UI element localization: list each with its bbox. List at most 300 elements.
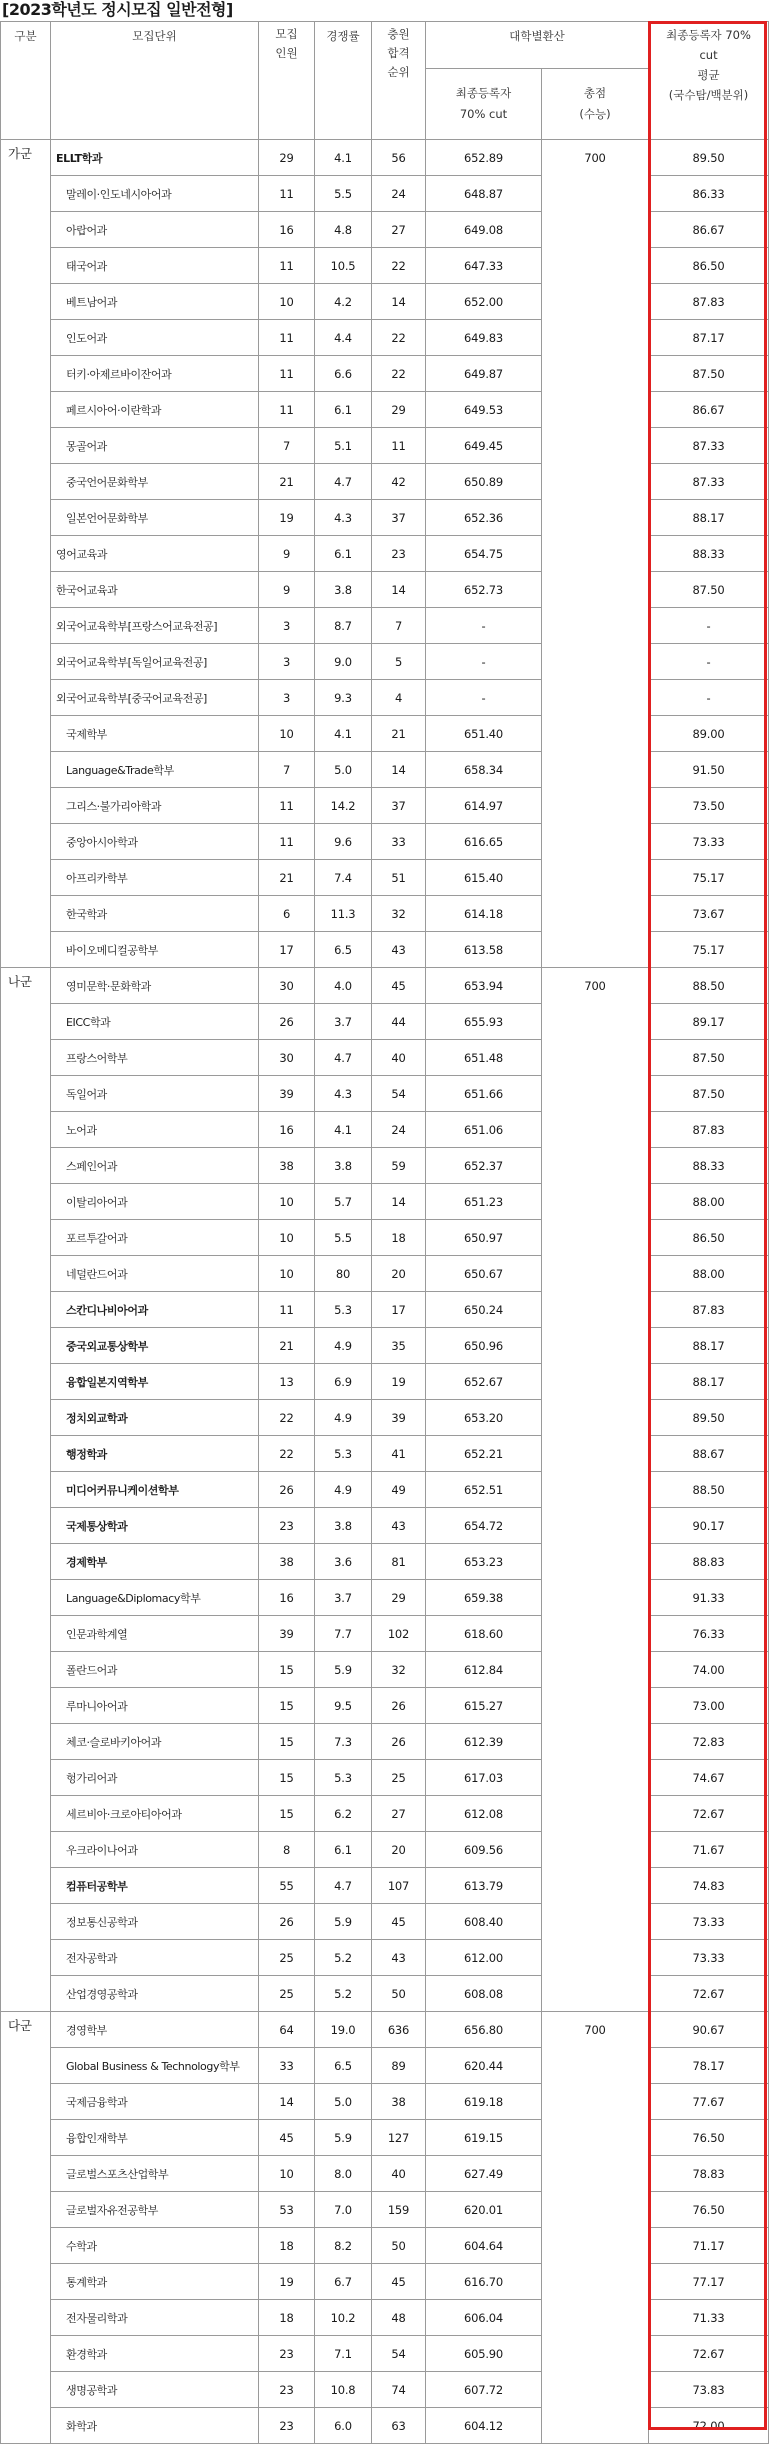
header-competition: 경쟁률 [315, 22, 372, 140]
unit-name: 화학과 [51, 2408, 259, 2444]
quota-value: 3 [259, 680, 315, 716]
final-avg-value: - [649, 644, 769, 680]
cut70-value: 651.48 [426, 1040, 542, 1076]
waitlist-rank-value: 14 [372, 752, 426, 788]
unit-name: 생명공학과 [51, 2372, 259, 2408]
competition-value: 4.7 [315, 1040, 372, 1076]
final-avg-value: 77.17 [649, 2264, 769, 2300]
final-avg-value: 88.50 [649, 968, 769, 1004]
final-avg-value: 86.67 [649, 212, 769, 248]
quota-value: 15 [259, 1652, 315, 1688]
final-avg-value: 88.17 [649, 1328, 769, 1364]
quota-value: 11 [259, 356, 315, 392]
cut70-value: 612.00 [426, 1940, 542, 1976]
cut70-value: 649.08 [426, 212, 542, 248]
competition-value: 6.2 [315, 1796, 372, 1832]
table-row [1, 392, 769, 428]
final-avg-value: 86.67 [649, 392, 769, 428]
cut70-value: 655.93 [426, 1004, 542, 1040]
quota-value: 19 [259, 500, 315, 536]
table-row [1, 1904, 769, 1940]
final-avg-value: 89.50 [649, 1400, 769, 1436]
group-label: 나군 [1, 968, 51, 2012]
cut70-value: 613.58 [426, 932, 542, 968]
quota-value: 16 [259, 1112, 315, 1148]
table-row [1, 1508, 769, 1544]
waitlist-rank-value: 59 [372, 1148, 426, 1184]
table-row [1, 1724, 769, 1760]
final-avg-value: 71.17 [649, 2228, 769, 2264]
final-avg-value: 87.33 [649, 464, 769, 500]
table-row [1, 788, 769, 824]
unit-name: 외국어교육학부[독일어교육전공] [51, 644, 259, 680]
cut70-value: 650.89 [426, 464, 542, 500]
competition-value: 5.1 [315, 428, 372, 464]
cut70-value: 627.49 [426, 2156, 542, 2192]
final-avg-value: 87.50 [649, 1076, 769, 1112]
quota-value: 30 [259, 968, 315, 1004]
table-row [1, 2120, 769, 2156]
quota-value: 18 [259, 2228, 315, 2264]
final-avg-value: 75.17 [649, 932, 769, 968]
waitlist-rank-value: 89 [372, 2048, 426, 2084]
table-row [1, 2048, 769, 2084]
table-row [1, 536, 769, 572]
quota-value: 23 [259, 2372, 315, 2408]
final-avg-value: 87.83 [649, 1292, 769, 1328]
waitlist-rank-value: 43 [372, 932, 426, 968]
total-score-value: 700 [542, 2012, 649, 2444]
competition-value: 5.3 [315, 1436, 372, 1472]
waitlist-rank-value: 22 [372, 356, 426, 392]
competition-value: 5.7 [315, 1184, 372, 1220]
quota-value: 9 [259, 572, 315, 608]
unit-name: 아프리카학부 [51, 860, 259, 896]
final-avg-value: 74.83 [649, 1868, 769, 1904]
unit-name: Language&Diplomacy학부 [51, 1580, 259, 1616]
final-avg-value: 88.17 [649, 500, 769, 536]
unit-name: 이탈리아어과 [51, 1184, 259, 1220]
unit-name: 전자공학과 [51, 1940, 259, 1976]
table-row [1, 1868, 769, 1904]
competition-value: 3.8 [315, 1508, 372, 1544]
final-avg-value: 90.17 [649, 1508, 769, 1544]
cut70-value: 654.75 [426, 536, 542, 572]
table-row [1, 752, 769, 788]
table-row [1, 2300, 769, 2336]
table-row [1, 320, 769, 356]
quota-value: 39 [259, 1616, 315, 1652]
unit-name: 영미문학·문화학과 [51, 968, 259, 1004]
waitlist-rank-value: 107 [372, 1868, 426, 1904]
competition-value: 6.7 [315, 2264, 372, 2300]
table-row [1, 824, 769, 860]
unit-name: 터키·아제르바이잔어과 [51, 356, 259, 392]
waitlist-rank-value: 25 [372, 1760, 426, 1796]
competition-value: 3.7 [315, 1004, 372, 1040]
unit-name: 몽골어과 [51, 428, 259, 464]
cut70-value: 650.24 [426, 1292, 542, 1328]
table-row [1, 1796, 769, 1832]
waitlist-rank-value: 102 [372, 1616, 426, 1652]
waitlist-rank-value: 20 [372, 1832, 426, 1868]
waitlist-rank-value: 159 [372, 2192, 426, 2228]
cut70-value: 649.83 [426, 320, 542, 356]
waitlist-rank-value: 50 [372, 1976, 426, 2012]
competition-value: 4.2 [315, 284, 372, 320]
unit-name: 우크라이나어과 [51, 1832, 259, 1868]
final-avg-value: 86.33 [649, 176, 769, 212]
unit-name: 세르비아·크로아티아어과 [51, 1796, 259, 1832]
final-avg-value: 87.50 [649, 1040, 769, 1076]
unit-name: Global Business & Technology학부 [51, 2048, 259, 2084]
table-row [1, 1184, 769, 1220]
quota-value: 6 [259, 896, 315, 932]
quota-value: 16 [259, 212, 315, 248]
unit-name: 포르투갈어과 [51, 1220, 259, 1256]
unit-name: 중국외교통상학부 [51, 1328, 259, 1364]
final-avg-value: 76.50 [649, 2192, 769, 2228]
unit-name: 경영학부 [51, 2012, 259, 2048]
unit-name: 중국언어문화학부 [51, 464, 259, 500]
final-avg-value: 89.00 [649, 716, 769, 752]
waitlist-rank-value: 50 [372, 2228, 426, 2264]
quota-value: 14 [259, 2084, 315, 2120]
waitlist-rank-value: 11 [372, 428, 426, 464]
table-row [1, 176, 769, 212]
waitlist-rank-value: 5 [372, 644, 426, 680]
quota-value: 15 [259, 1724, 315, 1760]
final-avg-value: 86.50 [649, 248, 769, 284]
competition-value: 5.9 [315, 2120, 372, 2156]
quota-value: 8 [259, 1832, 315, 1868]
waitlist-rank-value: 26 [372, 1688, 426, 1724]
table-row [1, 2156, 769, 2192]
cut70-value: - [426, 680, 542, 716]
admissions-table [0, 21, 769, 2444]
waitlist-rank-value: 37 [372, 500, 426, 536]
cut70-value: 652.73 [426, 572, 542, 608]
table-row [1, 572, 769, 608]
header-waitlist: 충원 합격 순위 [372, 22, 426, 140]
table-row [1, 1220, 769, 1256]
quota-value: 15 [259, 1760, 315, 1796]
competition-value: 4.7 [315, 464, 372, 500]
unit-name: 국제통상학과 [51, 1508, 259, 1544]
cut70-value: 649.53 [426, 392, 542, 428]
competition-value: 6.6 [315, 356, 372, 392]
competition-value: 4.1 [315, 140, 372, 176]
unit-name: ELLT학과 [51, 140, 259, 176]
final-avg-value: 72.67 [649, 1976, 769, 2012]
quota-value: 19 [259, 2264, 315, 2300]
cut70-value: 651.23 [426, 1184, 542, 1220]
waitlist-rank-value: 54 [372, 2336, 426, 2372]
unit-name: 중앙아시아학과 [51, 824, 259, 860]
unit-name: 통계학과 [51, 2264, 259, 2300]
competition-value: 6.5 [315, 932, 372, 968]
cut70-value: 651.66 [426, 1076, 542, 1112]
quota-value: 15 [259, 1796, 315, 1832]
waitlist-rank-value: 38 [372, 2084, 426, 2120]
cut70-value: 653.20 [426, 1400, 542, 1436]
table-row [1, 1580, 769, 1616]
cut70-value: 653.23 [426, 1544, 542, 1580]
competition-value: 10.8 [315, 2372, 372, 2408]
table-row [1, 428, 769, 464]
quota-value: 29 [259, 140, 315, 176]
quota-value: 10 [259, 716, 315, 752]
header-group: 구분 [1, 22, 51, 140]
table-row [1, 1148, 769, 1184]
unit-name: 네덜란드어과 [51, 1256, 259, 1292]
cut70-value: 612.84 [426, 1652, 542, 1688]
table-row [1, 1292, 769, 1328]
competition-value: 5.2 [315, 1976, 372, 2012]
competition-value: 4.1 [315, 716, 372, 752]
unit-name: 융합일본지역학부 [51, 1364, 259, 1400]
competition-value: 9.0 [315, 644, 372, 680]
waitlist-rank-value: 54 [372, 1076, 426, 1112]
cut70-value: 614.97 [426, 788, 542, 824]
table-row [1, 1364, 769, 1400]
quota-value: 30 [259, 1040, 315, 1076]
quota-value: 11 [259, 392, 315, 428]
final-avg-value: 87.17 [649, 320, 769, 356]
final-avg-value: 88.00 [649, 1184, 769, 1220]
unit-name: 체코·슬로바키아어과 [51, 1724, 259, 1760]
table-row [1, 1940, 769, 1976]
competition-value: 4.7 [315, 1868, 372, 1904]
waitlist-rank-value: 21 [372, 716, 426, 752]
competition-value: 6.0 [315, 2408, 372, 2444]
cut70-value: 617.03 [426, 1760, 542, 1796]
unit-name: 한국학과 [51, 896, 259, 932]
unit-name: 정치외교학과 [51, 1400, 259, 1436]
unit-name: 수학과 [51, 2228, 259, 2264]
quota-value: 11 [259, 1292, 315, 1328]
competition-value: 3.8 [315, 1148, 372, 1184]
quota-value: 21 [259, 1328, 315, 1364]
competition-value: 5.3 [315, 1760, 372, 1796]
quota-value: 25 [259, 1976, 315, 2012]
waitlist-rank-value: 24 [372, 1112, 426, 1148]
unit-name: 글로벌스포츠산업학부 [51, 2156, 259, 2192]
quota-value: 38 [259, 1544, 315, 1580]
competition-value: 4.3 [315, 1076, 372, 1112]
table-row [1, 1760, 769, 1796]
table-row [1, 1976, 769, 2012]
unit-name: 그리스·불가리아학과 [51, 788, 259, 824]
waitlist-rank-value: 17 [372, 1292, 426, 1328]
cut70-value: 648.87 [426, 176, 542, 212]
table-row [1, 932, 769, 968]
cut70-value: 615.40 [426, 860, 542, 896]
header-unit: 모집단위 [51, 22, 259, 140]
final-avg-value: 88.50 [649, 1472, 769, 1508]
quota-value: 11 [259, 248, 315, 284]
competition-value: 11.3 [315, 896, 372, 932]
unit-name: 외국어교육학부[중국어교육전공] [51, 680, 259, 716]
final-avg-value: 72.67 [649, 2336, 769, 2372]
unit-name: 영어교육과 [51, 536, 259, 572]
quota-value: 21 [259, 464, 315, 500]
competition-value: 7.1 [315, 2336, 372, 2372]
cut70-value: 650.96 [426, 1328, 542, 1364]
unit-name: 국제금융학과 [51, 2084, 259, 2120]
quota-value: 22 [259, 1436, 315, 1472]
competition-value: 6.1 [315, 392, 372, 428]
cut70-value: 649.45 [426, 428, 542, 464]
cut70-value: 608.40 [426, 1904, 542, 1940]
waitlist-rank-value: 49 [372, 1472, 426, 1508]
waitlist-rank-value: 40 [372, 1040, 426, 1076]
quota-value: 13 [259, 1364, 315, 1400]
unit-name: 바이오메디컬공학부 [51, 932, 259, 968]
waitlist-rank-value: 636 [372, 2012, 426, 2048]
cut70-value: 651.06 [426, 1112, 542, 1148]
waitlist-rank-value: 20 [372, 1256, 426, 1292]
competition-value: 5.9 [315, 1904, 372, 1940]
waitlist-rank-value: 14 [372, 284, 426, 320]
unit-name: 전자물리학과 [51, 2300, 259, 2336]
quota-value: 3 [259, 644, 315, 680]
cut70-value: 620.44 [426, 2048, 542, 2084]
waitlist-rank-value: 43 [372, 1940, 426, 1976]
final-avg-value: 86.50 [649, 1220, 769, 1256]
waitlist-rank-value: 4 [372, 680, 426, 716]
waitlist-rank-value: 51 [372, 860, 426, 896]
table-row [1, 140, 769, 176]
quota-value: 26 [259, 1004, 315, 1040]
unit-name: 독일어과 [51, 1076, 259, 1112]
competition-value: 8.7 [315, 608, 372, 644]
quota-value: 7 [259, 752, 315, 788]
cut70-value: 620.01 [426, 2192, 542, 2228]
final-avg-value: 91.50 [649, 752, 769, 788]
unit-name: 행정학과 [51, 1436, 259, 1472]
waitlist-rank-value: 41 [372, 1436, 426, 1472]
competition-value: 6.9 [315, 1364, 372, 1400]
cut70-value: 609.56 [426, 1832, 542, 1868]
unit-name: 환경학과 [51, 2336, 259, 2372]
quota-value: 15 [259, 1688, 315, 1724]
final-avg-value: 72.00 [649, 2408, 769, 2444]
waitlist-rank-value: 45 [372, 2264, 426, 2300]
waitlist-rank-value: 37 [372, 788, 426, 824]
waitlist-rank-value: 127 [372, 2120, 426, 2156]
unit-name: 정보통신공학과 [51, 1904, 259, 1940]
final-avg-value: 87.83 [649, 284, 769, 320]
final-avg-value: 72.83 [649, 1724, 769, 1760]
quota-value: 53 [259, 2192, 315, 2228]
competition-value: 8.0 [315, 2156, 372, 2192]
cut70-value: 607.72 [426, 2372, 542, 2408]
competition-value: 7.7 [315, 1616, 372, 1652]
quota-value: 16 [259, 1580, 315, 1616]
waitlist-rank-value: 44 [372, 1004, 426, 1040]
table-row [1, 1688, 769, 1724]
table-row [1, 212, 769, 248]
cut70-value: 652.36 [426, 500, 542, 536]
quota-value: 45 [259, 2120, 315, 2156]
final-avg-value: 72.67 [649, 1796, 769, 1832]
unit-name: 아랍어과 [51, 212, 259, 248]
cut70-value: 652.00 [426, 284, 542, 320]
competition-value: 19.0 [315, 2012, 372, 2048]
table-row [1, 248, 769, 284]
final-avg-value: 87.50 [649, 356, 769, 392]
header-quota: 모집 인원 [259, 22, 315, 140]
cut70-value: 616.65 [426, 824, 542, 860]
quota-value: 21 [259, 860, 315, 896]
table-row [1, 608, 769, 644]
cut70-value: 652.21 [426, 1436, 542, 1472]
competition-value: 5.0 [315, 2084, 372, 2120]
competition-value: 4.1 [315, 1112, 372, 1148]
cut70-value: 615.27 [426, 1688, 542, 1724]
waitlist-rank-value: 22 [372, 248, 426, 284]
final-avg-value: 73.83 [649, 2372, 769, 2408]
cut70-value: 619.15 [426, 2120, 542, 2156]
cut70-value: 652.67 [426, 1364, 542, 1400]
header-cut70: 최종등록자 70% cut [426, 69, 542, 140]
unit-name: 베트남어과 [51, 284, 259, 320]
waitlist-rank-value: 14 [372, 572, 426, 608]
table-row [1, 1328, 769, 1364]
cut70-value: 654.72 [426, 1508, 542, 1544]
final-avg-value: 89.17 [649, 1004, 769, 1040]
waitlist-rank-value: 35 [372, 1328, 426, 1364]
waitlist-rank-value: 18 [372, 1220, 426, 1256]
quota-value: 23 [259, 2336, 315, 2372]
competition-value: 7.0 [315, 2192, 372, 2228]
table-row [1, 1112, 769, 1148]
table-row [1, 1472, 769, 1508]
unit-name: 태국어과 [51, 248, 259, 284]
competition-value: 4.9 [315, 1400, 372, 1436]
final-avg-value: 88.17 [649, 1364, 769, 1400]
table-row [1, 896, 769, 932]
table-row [1, 1832, 769, 1868]
final-avg-value: 73.00 [649, 1688, 769, 1724]
competition-value: 3.8 [315, 572, 372, 608]
unit-name: 경제학부 [51, 1544, 259, 1580]
competition-value: 5.5 [315, 176, 372, 212]
cut70-value: 652.89 [426, 140, 542, 176]
final-avg-value: 73.50 [649, 788, 769, 824]
cut70-value: 605.90 [426, 2336, 542, 2372]
cut70-value: 649.87 [426, 356, 542, 392]
quota-value: 22 [259, 1400, 315, 1436]
unit-name: 일본언어문화학부 [51, 500, 259, 536]
cut70-value: 650.67 [426, 1256, 542, 1292]
waitlist-rank-value: 45 [372, 968, 426, 1004]
table-row [1, 1652, 769, 1688]
quota-value: 10 [259, 1256, 315, 1292]
competition-value: 5.2 [315, 1940, 372, 1976]
quota-value: 55 [259, 1868, 315, 1904]
cut70-value: 650.97 [426, 1220, 542, 1256]
competition-value: 5.0 [315, 752, 372, 788]
table-row [1, 968, 769, 1004]
competition-value: 4.0 [315, 968, 372, 1004]
cut70-value: 652.51 [426, 1472, 542, 1508]
competition-value: 9.6 [315, 824, 372, 860]
waitlist-rank-value: 7 [372, 608, 426, 644]
waitlist-rank-value: 32 [372, 896, 426, 932]
unit-name: 폴란드어과 [51, 1652, 259, 1688]
